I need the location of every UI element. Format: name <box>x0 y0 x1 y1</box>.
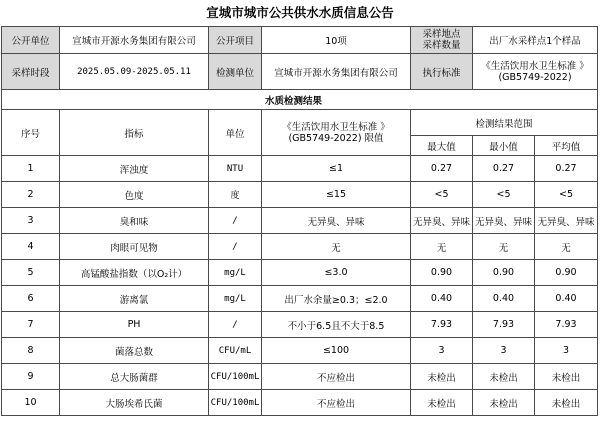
header-result-range: 检测结果范围 <box>411 110 598 136</box>
cell-max: 无异臭、异味 <box>411 208 473 234</box>
test-unit-value: 宣城市开源水务集团有限公司 <box>262 54 411 90</box>
cell-limit: 无 <box>262 234 411 260</box>
table-row <box>2 312 598 338</box>
publisher-value: 宣城市开源水务集团有限公司 <box>60 27 209 54</box>
table-row <box>2 338 598 364</box>
cell-unit: mg/L <box>209 286 262 312</box>
header-unit: 单位 <box>209 110 262 156</box>
cell-min: 未检出 <box>473 364 535 390</box>
section-title: 水质检测结果 <box>2 90 598 110</box>
cell-limit: ≤3.0 <box>262 260 411 286</box>
cell-limit: ≤15 <box>262 182 411 208</box>
cell-min: 3 <box>473 338 535 364</box>
table-row <box>2 286 598 312</box>
test-unit-label: 检测单位 <box>209 54 262 90</box>
cell-unit: CFU/mL <box>209 338 262 364</box>
cell-no: 1 <box>2 156 60 182</box>
cell-unit: CFU/100mL <box>209 390 262 416</box>
cell-max: 0.40 <box>411 286 473 312</box>
cell-no: 9 <box>2 364 60 390</box>
cell-max: 7.93 <box>411 312 473 338</box>
header-row-1 <box>2 110 598 136</box>
cell-no: 6 <box>2 286 60 312</box>
table-row <box>2 364 598 390</box>
cell-unit: / <box>209 234 262 260</box>
cell-avg: 未检出 <box>535 390 598 416</box>
project-label: 公开项目 <box>209 27 262 54</box>
cell-avg: 0.27 <box>535 156 598 182</box>
header-max: 最大值 <box>411 136 473 156</box>
cell-no: 7 <box>2 312 60 338</box>
cell-limit: ≤1 <box>262 156 411 182</box>
table-row <box>2 234 598 260</box>
cell-indicator: 总大肠菌群 <box>60 364 209 390</box>
header-min: 最小值 <box>473 136 535 156</box>
cell-no: 8 <box>2 338 60 364</box>
sampling-period-label: 采样时段 <box>2 54 60 90</box>
cell-avg: 3 <box>535 338 598 364</box>
table-row <box>2 390 598 416</box>
cell-min: 未检出 <box>473 390 535 416</box>
cell-avg: 7.93 <box>535 312 598 338</box>
cell-unit: CFU/100mL <box>209 364 262 390</box>
sampling-value: 出厂水采样点1个样品 <box>473 27 598 54</box>
cell-avg: <5 <box>535 182 598 208</box>
cell-max: 0.27 <box>411 156 473 182</box>
info-row-publisher <box>2 27 598 54</box>
cell-min: 0.90 <box>473 260 535 286</box>
cell-avg: 无 <box>535 234 598 260</box>
cell-max: 无 <box>411 234 473 260</box>
cell-min: <5 <box>473 182 535 208</box>
table-row <box>2 260 598 286</box>
sampling-label <box>411 27 473 54</box>
standard-label: 执行标准 <box>411 54 473 90</box>
table-row <box>2 208 598 234</box>
sampling-period-value: 2025.05.09-2025.05.11 <box>60 54 209 90</box>
header-standard-limit-text: 《生活饮用水卫生标准 》 (GB5749-2022) 限值 <box>282 121 390 144</box>
header-no: 序号 <box>2 110 60 156</box>
cell-indicator: 大肠埃希氏菌 <box>60 390 209 416</box>
cell-unit: mg/L <box>209 260 262 286</box>
section-row <box>2 90 598 110</box>
cell-min: 0.27 <box>473 156 535 182</box>
project-value: 10项 <box>262 27 411 54</box>
cell-max: 0.90 <box>411 260 473 286</box>
cell-no: 4 <box>2 234 60 260</box>
publisher-label: 公开单位 <box>2 27 60 54</box>
cell-max: 未检出 <box>411 364 473 390</box>
cell-limit: 不小于6.5且不大于8.5 <box>262 312 411 338</box>
cell-max: <5 <box>411 182 473 208</box>
cell-unit: NTU <box>209 156 262 182</box>
sampling-label-text: 采样地点 采样数量 <box>422 29 461 51</box>
cell-max: 3 <box>411 338 473 364</box>
cell-indicator: 高锰酸盐指数（以O₂计） <box>60 260 209 286</box>
cell-limit: 无异臭、异味 <box>262 208 411 234</box>
header-indicator: 指标 <box>60 110 209 156</box>
cell-no: 5 <box>2 260 60 286</box>
cell-min: 无 <box>473 234 535 260</box>
cell-limit: 出厂水余量≥0.3；≤2.0 <box>262 286 411 312</box>
water-quality-table <box>1 26 598 416</box>
cell-indicator: 色度 <box>60 182 209 208</box>
cell-indicator: 游离氯 <box>60 286 209 312</box>
cell-min: 0.40 <box>473 286 535 312</box>
standard-value-text: 《生活饮用水卫生标准 》 (GB5749-2022) <box>481 60 589 83</box>
result-rows <box>2 156 598 416</box>
page-title: 宣城市城市公共供水水质信息公告 <box>206 5 394 20</box>
cell-no: 3 <box>2 208 60 234</box>
cell-unit: / <box>209 312 262 338</box>
info-row-sampling-period <box>2 54 598 90</box>
cell-max: 未检出 <box>411 390 473 416</box>
cell-indicator: 肉眼可见物 <box>60 234 209 260</box>
cell-limit: 不应检出 <box>262 390 411 416</box>
cell-unit: / <box>209 208 262 234</box>
cell-min: 无异臭、异味 <box>473 208 535 234</box>
cell-avg: 无异臭、异味 <box>535 208 598 234</box>
cell-no: 10 <box>2 390 60 416</box>
header-avg: 平均值 <box>535 136 598 156</box>
cell-unit: 度 <box>209 182 262 208</box>
standard-value <box>473 54 598 90</box>
cell-avg: 0.90 <box>535 260 598 286</box>
cell-no: 2 <box>2 182 60 208</box>
cell-indicator: 臭和味 <box>60 208 209 234</box>
table-row <box>2 156 598 182</box>
table-row <box>2 182 598 208</box>
cell-indicator: 浑浊度 <box>60 156 209 182</box>
cell-min: 7.93 <box>473 312 535 338</box>
cell-avg: 0.40 <box>535 286 598 312</box>
cell-indicator: PH <box>60 312 209 338</box>
cell-indicator: 菌落总数 <box>60 338 209 364</box>
header-standard-limit <box>262 110 411 156</box>
cell-limit: ≤100 <box>262 338 411 364</box>
cell-avg: 未检出 <box>535 364 598 390</box>
cell-limit: 不应检出 <box>262 364 411 390</box>
